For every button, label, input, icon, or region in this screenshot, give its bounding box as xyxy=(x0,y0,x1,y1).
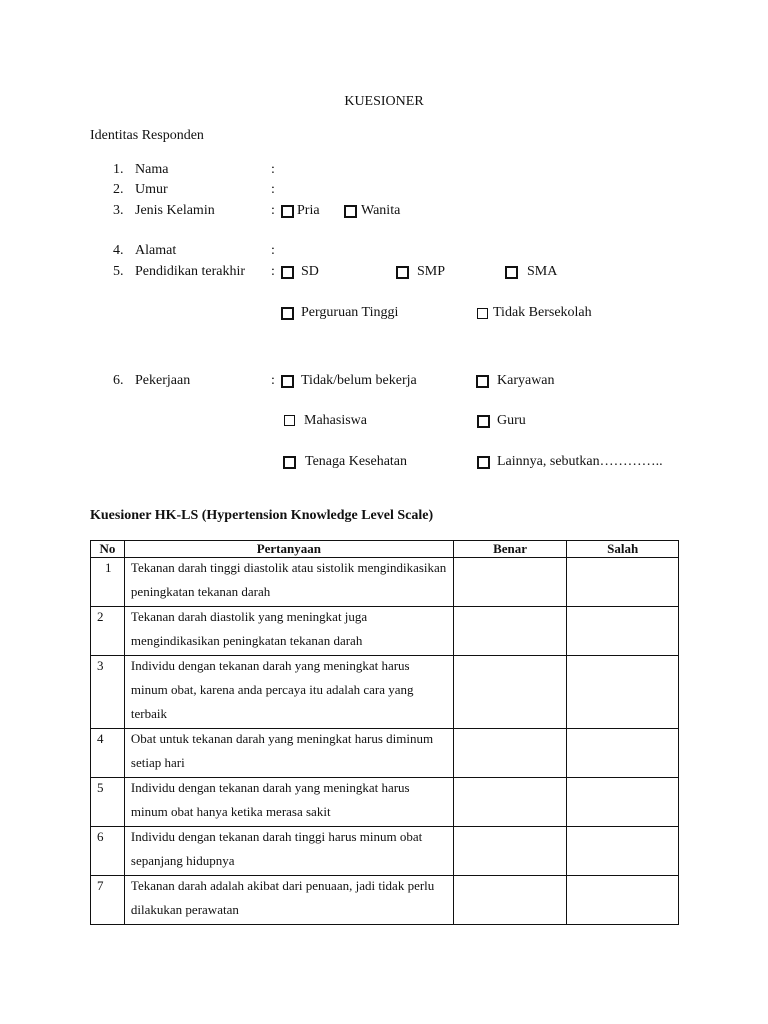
row-number: 7 xyxy=(97,878,104,893)
benar-answer-cell[interactable] xyxy=(453,558,567,607)
question-text: Tekanan darah tinggi diastolik atau sistolik mengindikasikan peningkatan tekanan darah xyxy=(130,560,447,599)
table-row xyxy=(91,656,679,729)
benar-answer-cell[interactable] xyxy=(453,656,567,729)
checkbox-sd[interactable] xyxy=(281,266,294,279)
salah-answer-cell[interactable] xyxy=(567,778,679,827)
question-cell xyxy=(124,778,453,827)
field-number: 4. xyxy=(113,243,124,258)
header-pertanyaan: Pertanyaan xyxy=(124,541,453,558)
field-label-pekerjaan: Pekerjaan xyxy=(135,373,191,388)
question-cell xyxy=(124,827,453,876)
table-row xyxy=(91,827,679,876)
hkls-table xyxy=(90,540,679,925)
table-row xyxy=(91,558,679,607)
checkbox-wanita[interactable] xyxy=(344,205,357,218)
row-number-cell xyxy=(91,729,125,778)
benar-answer-cell[interactable] xyxy=(453,729,567,778)
checkbox-karyawan[interactable] xyxy=(476,375,489,388)
checkbox-mahasiswa[interactable] xyxy=(284,415,295,426)
row-number-cell xyxy=(91,827,125,876)
field-separator: : xyxy=(271,162,275,177)
question-cell xyxy=(124,876,453,925)
table-row xyxy=(91,876,679,925)
row-number: 5 xyxy=(97,780,104,795)
option-pria: Pria xyxy=(297,203,320,218)
row-number-cell xyxy=(91,656,125,729)
field-separator: : xyxy=(271,373,275,388)
row-number: 1 xyxy=(105,560,112,575)
option-lainnya: Lainnya, sebutkan………….. xyxy=(497,454,663,469)
row-number: 3 xyxy=(97,658,104,673)
checkbox-tidak-bersekolah[interactable] xyxy=(477,308,488,319)
question-text: Tekanan darah adalah akibat dari penuaan, jadi tidak perlu dilakukan perawatan xyxy=(130,878,435,917)
field-label-nama: Nama xyxy=(135,162,169,177)
question-text: Individu dengan tekanan darah yang meningkat harus minum obat hanya ketika merasa sakit xyxy=(130,780,410,819)
salah-answer-cell[interactable] xyxy=(567,558,679,607)
option-guru: Guru xyxy=(497,413,526,428)
option-perguruan-tinggi: Perguruan Tinggi xyxy=(301,305,399,320)
question-cell xyxy=(124,558,453,607)
option-mahasiswa: Mahasiswa xyxy=(304,413,367,428)
option-smp: SMP xyxy=(417,264,446,279)
option-sma: SMA xyxy=(527,264,558,279)
option-karyawan: Karyawan xyxy=(497,373,555,388)
benar-answer-cell[interactable] xyxy=(453,876,567,925)
option-wanita: Wanita xyxy=(361,203,401,218)
field-separator: : xyxy=(271,243,275,258)
row-number-cell xyxy=(91,558,125,607)
salah-answer-cell[interactable] xyxy=(567,607,679,656)
salah-answer-cell[interactable] xyxy=(567,827,679,876)
field-label-alamat: Alamat xyxy=(135,243,177,258)
checkbox-pria[interactable] xyxy=(281,205,294,218)
field-separator: : xyxy=(271,203,275,218)
field-separator: : xyxy=(271,182,275,197)
salah-answer-cell[interactable] xyxy=(567,876,679,925)
field-separator: : xyxy=(271,264,275,279)
hkls-title: Kuesioner HK-LS (Hypertension Knowledge Level Scale) xyxy=(90,508,434,523)
table-row xyxy=(91,607,679,656)
question-cell xyxy=(124,729,453,778)
field-number: 1. xyxy=(113,162,124,177)
option-tidak-belum-bekerja: Tidak/belum bekerja xyxy=(301,373,417,388)
checkbox-tenaga-kesehatan[interactable] xyxy=(283,456,296,469)
checkbox-smp[interactable] xyxy=(396,266,409,279)
checkbox-guru[interactable] xyxy=(477,415,490,428)
header-no: No xyxy=(91,541,125,558)
option-sd: SD xyxy=(301,264,319,279)
table-row xyxy=(91,778,679,827)
benar-answer-cell[interactable] xyxy=(453,827,567,876)
row-number-cell xyxy=(91,778,125,827)
row-number: 6 xyxy=(97,829,104,844)
table-row xyxy=(91,729,679,778)
question-cell xyxy=(124,607,453,656)
row-number: 2 xyxy=(97,609,104,624)
field-number: 6. xyxy=(113,373,124,388)
row-number: 4 xyxy=(97,731,104,746)
page-title: KUESIONER xyxy=(344,94,424,109)
header-salah: Salah xyxy=(567,541,679,558)
field-label-jenis-kelamin: Jenis Kelamin xyxy=(135,203,215,218)
field-number: 5. xyxy=(113,264,124,279)
checkbox-lainnya[interactable] xyxy=(477,456,490,469)
benar-answer-cell[interactable] xyxy=(453,607,567,656)
field-number: 3. xyxy=(113,203,124,218)
salah-answer-cell[interactable] xyxy=(567,656,679,729)
question-text: Individu dengan tekanan darah tinggi harus minum obat sepanjang hidupnya xyxy=(130,829,423,868)
identity-heading: Identitas Responden xyxy=(90,128,204,143)
salah-answer-cell[interactable] xyxy=(567,729,679,778)
row-number-cell xyxy=(91,607,125,656)
option-tidak-bersekolah: Tidak Bersekolah xyxy=(493,305,592,320)
benar-answer-cell[interactable] xyxy=(453,778,567,827)
option-tenaga-kesehatan: Tenaga Kesehatan xyxy=(305,454,408,469)
field-number: 2. xyxy=(113,182,124,197)
question-text: Individu dengan tekanan darah yang meningkat harus minum obat, karena anda percaya itu adalah cara yang terbaik xyxy=(130,658,414,721)
row-number-cell xyxy=(91,876,125,925)
checkbox-sma[interactable] xyxy=(505,266,518,279)
field-label-umur: Umur xyxy=(135,182,168,197)
question-cell xyxy=(124,656,453,729)
header-benar: Benar xyxy=(453,541,567,558)
question-text: Obat untuk tekanan darah yang meningkat harus diminum setiap hari xyxy=(130,731,434,770)
field-label-pendidikan: Pendidikan terakhir xyxy=(135,264,246,279)
checkbox-perguruan-tinggi[interactable] xyxy=(281,307,294,320)
question-text: Tekanan darah diastolik yang meningkat juga mengindikasikan peningkatan tekanan darah xyxy=(130,609,368,648)
checkbox-tidak-belum-bekerja[interactable] xyxy=(281,375,294,388)
